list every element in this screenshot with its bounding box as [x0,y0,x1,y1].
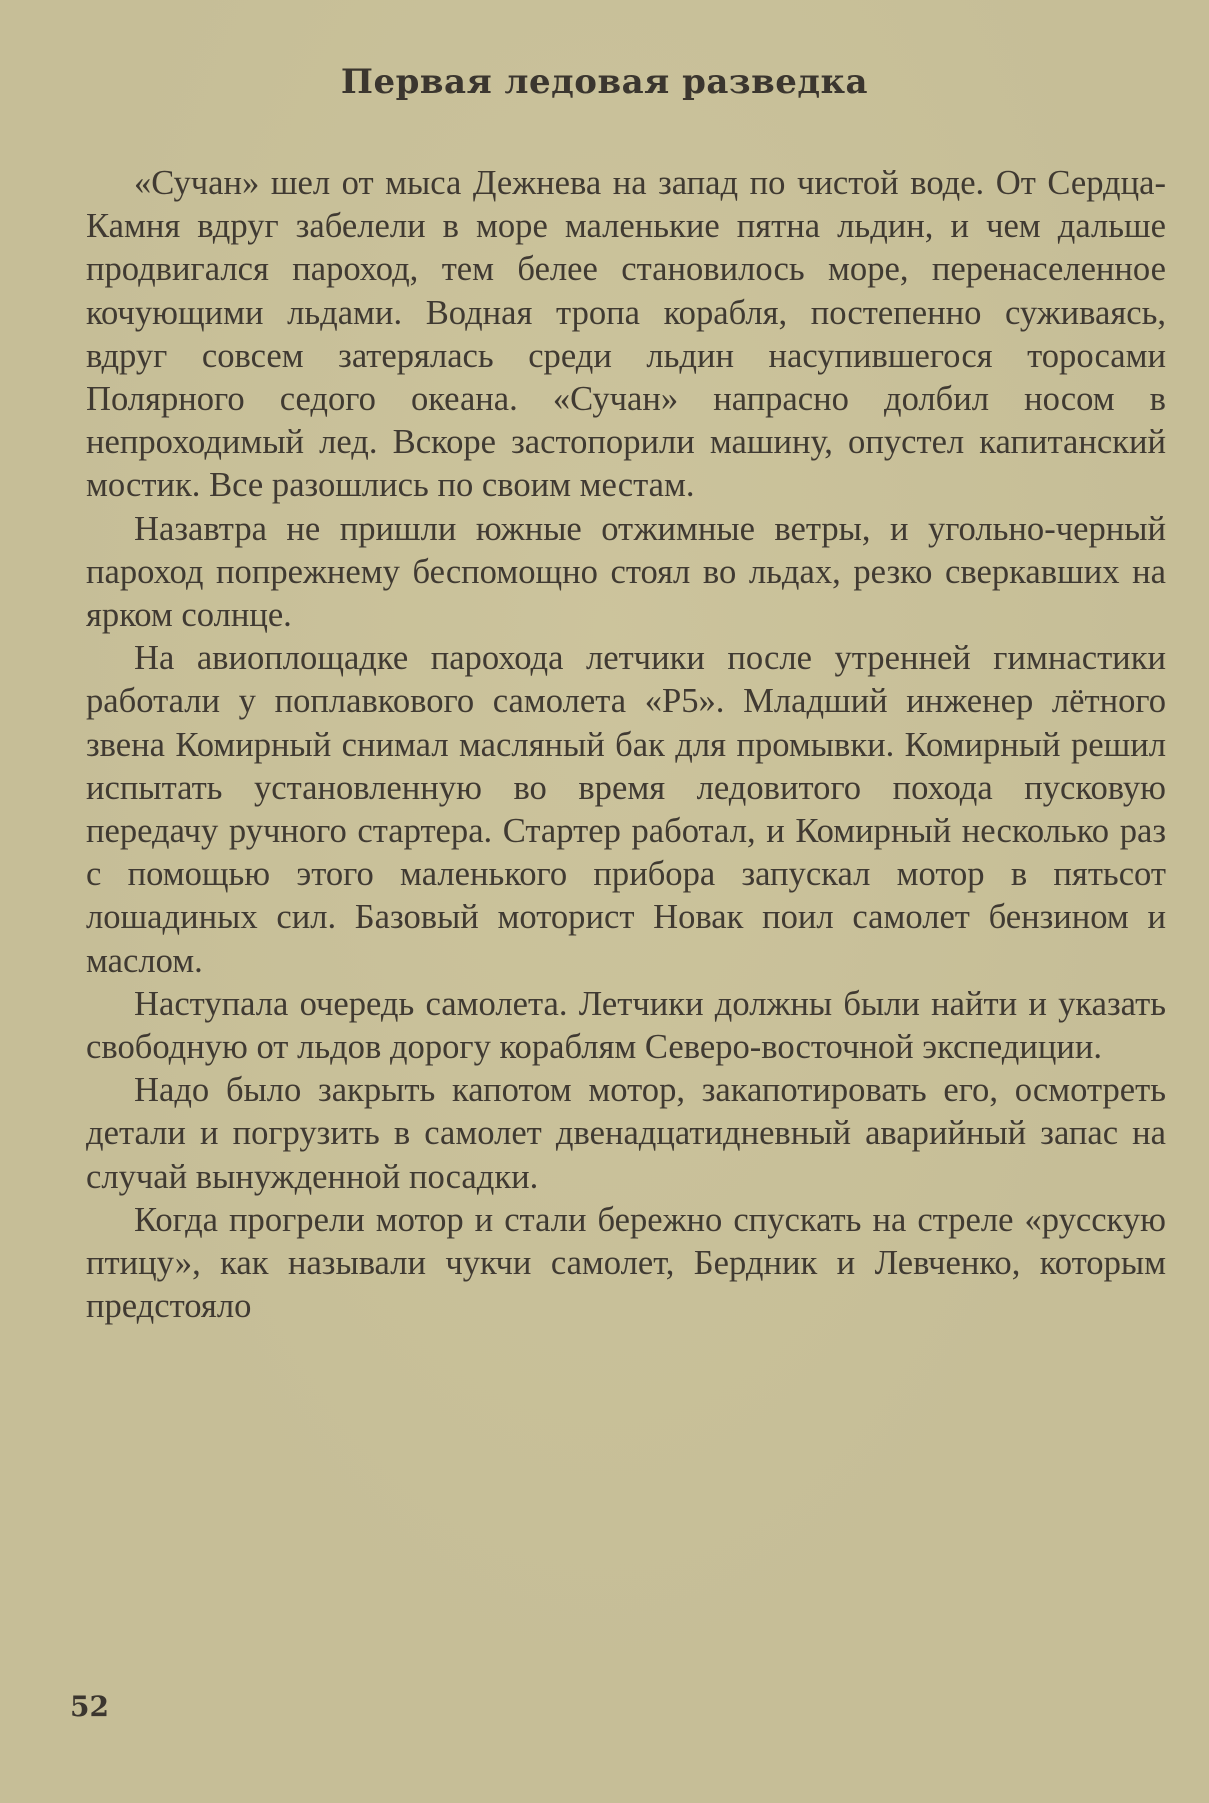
paragraph-6: Когда прогрели мотор и стали бережно спускать на стреле «русскую птицу», как называли чукчи самолет, Бердник и Левченко, которым предстояло [86,1200,1166,1326]
paragraph-5: Надо было закрыть капотом мотор, закапотировать его, осмотреть детали и погрузить в самолет двенадцатидневный аварийный запас на случай вынужденной посадки. [86,1071,1166,1196]
page-number: 52 [70,1690,109,1723]
paragraph-1: «Сучан» шел от мыса Дежнева на запад по чистой воде. От Сердца-Камня вдруг забелели в море маленькие пятна льдин, и чем дальше продвигался пароход, тем белее становилось море, перенаселенное кочующими льдами. Водная тропа корабля, постепенно суживаясь, вдруг совсем затерялась среди льдин насупившегося торосами Полярного седого океана. «Сучан» напрасно долбил носом в непроходимый лед. Вскоре застопорили машину, опустел капитанский мостик. Все разошлись по своим местам. [86,164,1166,505]
body-text [86,162,1166,1328]
paragraph-3: На авиоплощадке парохода летчики после утренней гимнастики работали у поплавкового самолета «Р5». Младший инженер лётного звена Комирный снимал масляный бак для промывки. Комирный решил испытать установленную во время ледовитого похода пусковую передачу ручного стартера. Стартер работал, и Комирный несколько раз с помощью этого маленького прибора запускал мотор в пятьсот лошадиных сил. Базовый моторист Новак поил самолет бензином и маслом. [86,639,1166,980]
paragraph-2: Назавтра не пришли южные отжимные ветры, и угольно-черный пароход попрежнему беспомощно стоял во льдах, резко сверкавших на ярком солнце. [86,509,1166,635]
chapter-title: Первая ледовая разведка [340,62,869,102]
paragraph-4: Наступала очередь самолета. Летчики должны были найти и указать свободную от льдов дорогу кораблям Северо-восточной экспедиции. [86,984,1166,1067]
